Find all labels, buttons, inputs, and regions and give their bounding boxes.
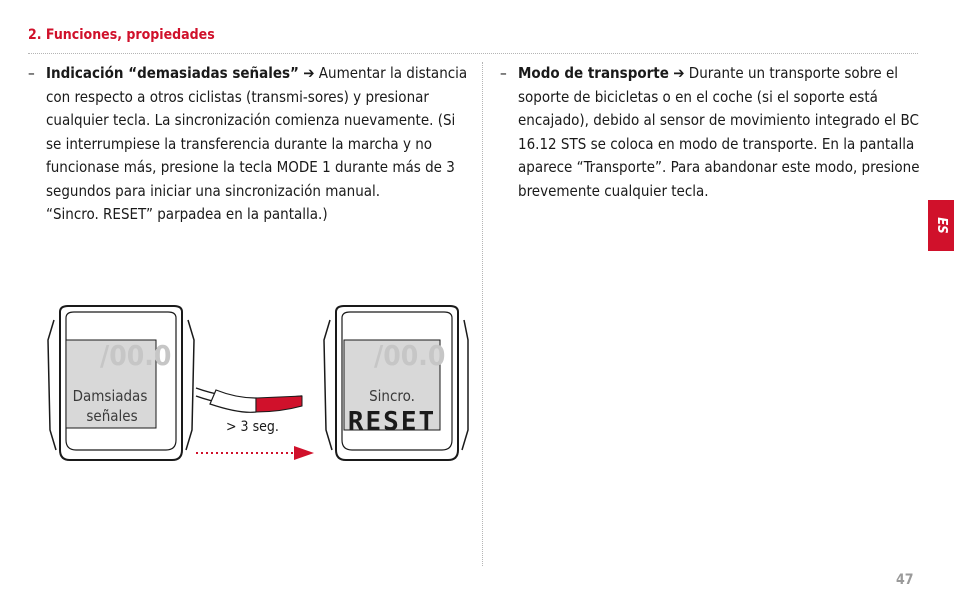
transport-mode-term: Modo de transporte	[518, 64, 669, 82]
right-display-line2: RESET	[347, 407, 437, 437]
column-divider	[482, 62, 483, 566]
right-column	[500, 62, 920, 203]
left-column	[28, 62, 472, 227]
transport-mode-body: Durante un transporte sobre el soporte de bicicletas o en el coche (si el soporte está encajado), debido al sensor de movimiento integrado el BC 16.12 STS se coloca en modo de transporte. En la pantalla aparece “Transporte”. Para abandonar este modo, presione brevemente cualquier tecla.	[518, 64, 920, 200]
header-divider	[28, 53, 918, 54]
device-illustration	[40, 300, 470, 470]
arrow-right-icon	[294, 446, 314, 460]
too-many-signals-body-2: “Sincro. RESET” parpadea en la pantalla.)	[46, 205, 328, 223]
too-many-signals-paragraph	[28, 62, 472, 227]
list-dash: –	[28, 64, 35, 82]
too-many-signals-body: Aumentar la distancia con respecto a otros ciclistas (transmi-sores) y presionar cualquier tecla. La sincronización comienza nuevamente. (Si se interrumpiese la transferencia durante la marcha y no funcionase más, presione la tecla MODE 1 durante más de 3 segundos para iniciar una sincronización manual.	[46, 64, 468, 200]
left-display-line2: señales	[86, 407, 138, 425]
mode-button	[196, 388, 302, 412]
right-ghost-digits: /00.0	[374, 339, 446, 372]
language-tab	[928, 200, 954, 251]
section-title: 2. Funciones, propiedades	[28, 27, 215, 43]
right-display-line1: Sincro.	[369, 387, 415, 405]
device-illustration-svg	[40, 300, 470, 470]
left-device	[48, 306, 194, 460]
left-display-line1: Damsiadas	[72, 387, 148, 405]
left-ghost-digits: /00.0	[100, 339, 172, 372]
too-many-signals-term: Indicación “demasiadas señales”	[46, 64, 299, 82]
press-duration-label: > 3 seg.	[226, 419, 279, 435]
transport-mode-paragraph	[500, 62, 920, 203]
arrow-icon: ➔	[673, 64, 685, 82]
page-number: 47	[896, 572, 914, 588]
list-dash: –	[500, 64, 507, 82]
arrow-icon: ➔	[303, 64, 315, 82]
language-tab-label: ES	[934, 217, 949, 234]
right-device	[324, 306, 468, 460]
